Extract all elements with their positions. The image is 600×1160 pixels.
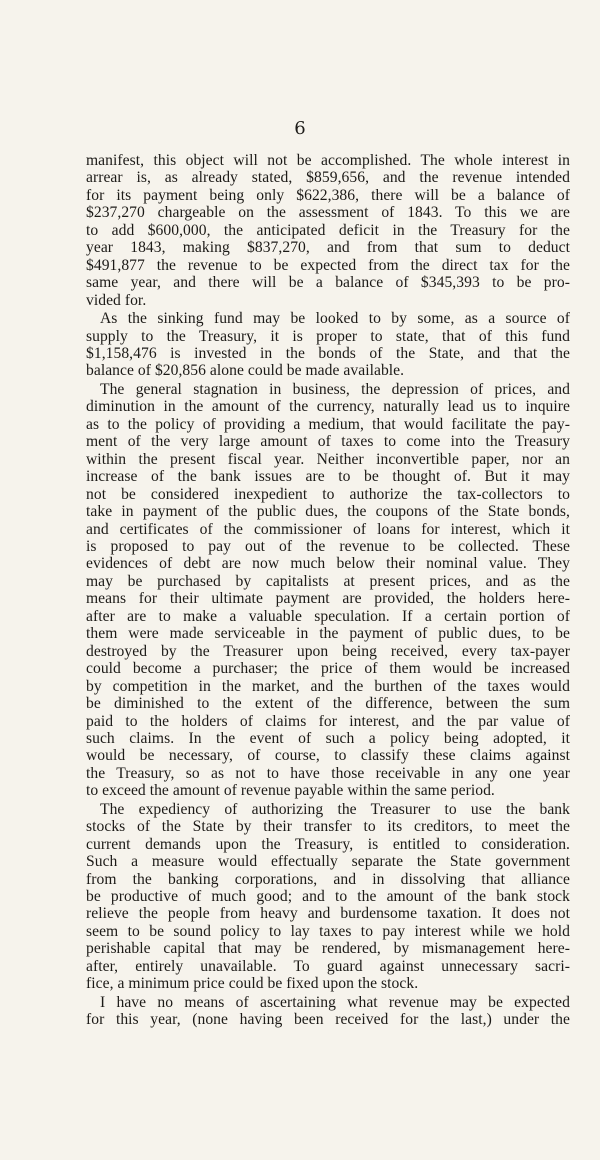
text-line: may be purchased by capitalists at present prices, and as the <box>86 572 570 590</box>
text-line: for its payment being only $622,386, there will be a balance of <box>86 186 570 204</box>
text-line: increase of the bank issues are to be thought of. But it may <box>86 468 570 486</box>
text-line: not be considered inexpedient to authorize the tax-collectors to <box>86 485 570 503</box>
text-line: destroyed by the Treasurer upon being received, every tax-payer <box>86 642 570 660</box>
text-line: As the sinking fund may be looked to by some, as a source of <box>100 310 570 328</box>
text-line: relieve the people from heavy and burdensome taxation. It does not <box>86 905 570 923</box>
body-text <box>86 152 570 1030</box>
text-line: $1,158,476 is invested in the bonds of the State, and that the <box>86 344 570 362</box>
paragraph-2 <box>86 310 570 380</box>
paragraph-5 <box>86 994 570 1029</box>
text-line: to exceed the amount of revenue payable within the same period. <box>86 782 495 800</box>
text-line: paid to the holders of claims for interest, and the par value of <box>86 712 570 730</box>
text-line: perishable capital that may be rendered, by mismanagement here- <box>86 940 570 958</box>
paragraph-3 <box>86 381 570 800</box>
text-line: after are to make a valuable speculation. If a certain portion of <box>86 607 570 625</box>
text-line: by competition in the market, and the burthen of the taxes would <box>86 677 570 695</box>
text-line: Such a measure would effectually separate the State government <box>86 853 570 871</box>
text-line: manifest, this object will not be accomplished. The whole interest in <box>86 152 570 169</box>
text-line: arrear is, as already stated, $859,656, and the revenue intended <box>86 169 570 187</box>
page-number: 6 <box>294 118 306 139</box>
text-line: $491,877 the revenue to be expected from the direct tax for the <box>86 256 570 274</box>
text-line: for this year, (none having been received for the last,) under the <box>86 1011 570 1029</box>
text-line: supply to the Treasury, it is proper to state, that of this fund <box>86 327 570 345</box>
text-line: as to the policy of providing a medium, that would facilitate the pay- <box>86 415 570 433</box>
text-line: is proposed to pay out of the revenue to be collected. These <box>86 537 570 555</box>
text-line: be productive of much good; and to the amount of the bank stock <box>86 888 570 906</box>
text-line: I have no means of ascertaining what revenue may be expected <box>100 993 570 1011</box>
text-line: ment of the very large amount of taxes to come into the Treasury <box>86 433 570 451</box>
text-line: to add $600,000, the anticipated deficit in the Treasury for the <box>86 221 570 239</box>
text-line: could become a purchaser; the price of them would be increased <box>86 660 570 678</box>
text-line: and certificates of the commissioner of loans for interest, which it <box>86 520 570 538</box>
text-line: after, entirely unavailable. To guard against unnecessary sacri- <box>86 957 570 975</box>
text-line: them were made serviceable in the payment of public dues, to be <box>86 625 570 643</box>
paragraph-1 <box>86 152 570 309</box>
text-line: diminution in the amount of the currency, naturally lead us to inquire <box>86 398 570 416</box>
text-line: seem to be sound policy to lay taxes to pay interest while we hold <box>86 922 570 940</box>
text-line: year 1843, making $837,270, and from that sum to deduct <box>86 239 570 257</box>
text-line: would be necessary, of course, to classify these claims against <box>86 747 570 765</box>
text-line: stocks of the State by their transfer to its creditors, to meet the <box>86 818 570 836</box>
text-line: such claims. In the event of such a policy being adopted, it <box>86 729 570 747</box>
text-line: balance of $20,856 alone could be made available. <box>86 362 405 380</box>
text-line: fice, a minimum price could be fixed upon the stock. <box>86 975 419 993</box>
text-line: evidences of debt are now much below their nominal value. They <box>86 555 570 573</box>
text-line: take in payment of the public dues, the coupons of the State bonds, <box>86 503 570 521</box>
text-line: means for their ultimate payment are provided, the holders here- <box>86 590 570 608</box>
text-line: The expediency of authorizing the Treasurer to use the bank <box>100 800 570 818</box>
text-line: same year, and there will be a balance of $345,393 to be pro- <box>86 274 570 292</box>
text-line: the Treasury, so as not to have those receivable in any one year <box>86 764 570 782</box>
text-line: $237,270 chargeable on the assessment of 1843. To this we are <box>86 204 570 222</box>
text-line: be diminished to the extent of the difference, between the sum <box>86 695 570 713</box>
text-line: vided for. <box>86 291 147 309</box>
paragraph-4 <box>86 801 570 993</box>
text-line: current demands upon the Treasury, is entitled to consideration. <box>86 835 570 853</box>
text-line: The general stagnation in business, the depression of prices, and <box>100 380 570 398</box>
text-line: from the banking corporations, and in dissolving that alliance <box>86 870 570 888</box>
text-line: within the present fiscal year. Neither inconvertible paper, nor an <box>86 450 570 468</box>
